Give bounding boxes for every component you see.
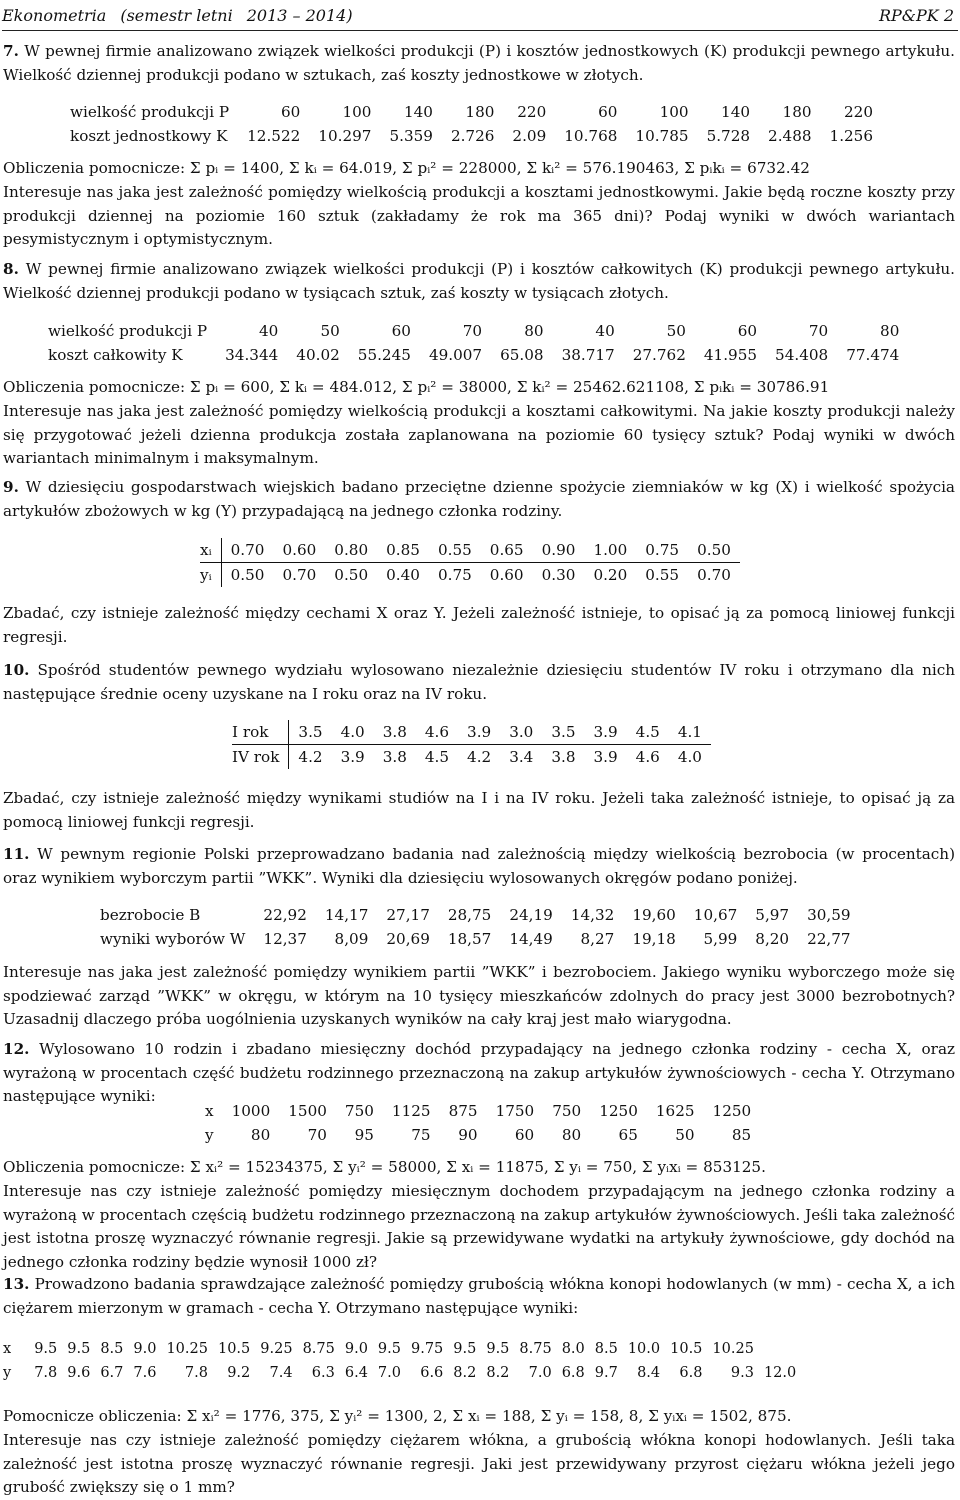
table-cell: 54.408 xyxy=(775,346,829,364)
table-cell: 8,09 xyxy=(334,930,369,948)
table-cell: 8.5 xyxy=(100,1341,124,1357)
table-row xyxy=(100,927,860,951)
table-cell: 180 xyxy=(465,103,495,121)
table-cell: 3.9 xyxy=(340,748,365,766)
table-cell: 20,69 xyxy=(386,930,430,948)
table-cell: 60 xyxy=(391,322,411,340)
table-cell: 0.30 xyxy=(541,566,576,584)
table-cell: 38.717 xyxy=(561,346,615,364)
table-cell: 10.5 xyxy=(217,1341,251,1357)
table-cell: 1125 xyxy=(391,1102,431,1120)
table-cell: 0.90 xyxy=(533,538,585,563)
row-label: wielkość produkcji P xyxy=(70,103,230,121)
table-cell: 2.726 xyxy=(450,127,495,145)
table-row xyxy=(3,1337,801,1361)
table-cell: 0.75 xyxy=(437,566,472,584)
table-cell: 9.25 xyxy=(260,1341,293,1357)
table-cell: 14,49 xyxy=(509,930,553,948)
table-cell: 0.50 xyxy=(334,566,369,584)
row-label: x xyxy=(205,1102,214,1120)
table-cell: 3.9 xyxy=(593,748,618,766)
table-cell: 8.0 xyxy=(561,1341,585,1357)
table-cell: 27,17 xyxy=(386,906,430,924)
table-cell: 8,20 xyxy=(755,930,790,948)
row-label: koszt całkowity K xyxy=(48,346,183,364)
table-cell: 5,97 xyxy=(755,906,790,924)
row-label: wyniki wyborów W xyxy=(100,930,246,948)
table-cell: 55.245 xyxy=(357,346,411,364)
table-cell: 180 xyxy=(782,103,812,121)
table-cell: 12.522 xyxy=(247,127,301,145)
table-cell: 0.70 xyxy=(697,566,731,584)
table-cell: 65.08 xyxy=(500,346,544,364)
problem-13-text xyxy=(3,1273,955,1320)
table-cell: 6.7 xyxy=(100,1365,124,1381)
table-cell: 27.762 xyxy=(632,346,686,364)
table-row xyxy=(100,903,860,927)
problem-statement: Spośród studentów pewnego wydziału wylosowano niezależnie dziesięciu studentów IV roku i otrzymano dla nich następujące średnie oceny uzyskane na I roku oraz na IV roku. xyxy=(3,661,955,703)
problem-11-text xyxy=(3,843,955,890)
table-cell: 220 xyxy=(844,103,874,121)
table-cell: 9.0 xyxy=(133,1341,157,1357)
table-cell: 9.5 xyxy=(67,1341,91,1357)
table-cell: 220 xyxy=(517,103,547,121)
table-cell: 70 xyxy=(808,322,829,340)
problem-12-help: Obliczenia pomocnicze: Σ xᵢ² = 15234375, Σ yᵢ² = 58000, Σ xᵢ = 11875, Σ yᵢ = 750, Σ yᵢxᵢ = 853125. xyxy=(3,1158,766,1176)
table-cell: 80 xyxy=(250,1126,271,1144)
table-cell: 4.2 xyxy=(298,748,323,766)
table-cell: 1250 xyxy=(599,1102,638,1120)
table-cell: 7.0 xyxy=(528,1365,552,1381)
table-row xyxy=(205,1123,760,1147)
problem-statement: Wylosowano 10 rodzin i zbadano miesięczny dochód przypadający na jednego członka rodziny - cecha X, oraz wyrażoną w procentach część budżetu rodzinnego przeznaczoną na zakup artykułów żywnościowych - cecha Y. Otrzymano następujące wyniki: xyxy=(3,1040,955,1105)
problem-statement: W pewnej firmie analizowano związek wielkości produkcji (P) i kosztów jednostkowych (K) produkcji pewnego artykułu. Wielkość dziennej produkcji podano w sztukach, zaś koszty jednostkowe w złotych. xyxy=(3,42,956,84)
table-cell: 0.85 xyxy=(377,538,429,563)
problem-number: 9. xyxy=(3,478,19,496)
table-row xyxy=(3,1361,801,1385)
table-cell: 8.75 xyxy=(519,1341,552,1357)
problem-12-table xyxy=(205,1099,760,1147)
table-row xyxy=(70,100,882,124)
table-row xyxy=(70,124,882,148)
table-cell: 0.20 xyxy=(593,566,628,584)
problem-number: 10. xyxy=(3,661,30,679)
table-cell: 9.75 xyxy=(410,1341,444,1357)
table-cell: 0.70 xyxy=(221,538,273,563)
problem-11-table xyxy=(100,903,860,951)
table-cell: 1500 xyxy=(288,1102,327,1120)
table-cell: 8,27 xyxy=(580,930,615,948)
table-cell: 7.4 xyxy=(269,1365,293,1381)
problem-statement: W pewnej firmie analizowano związek wielkości produkcji (P) i kosztów całkowitych (K) produkcji pewnego artykułu. Wielkość dziennej produkcji podano w tysiącach sztuk, zaś koszty w tysiącach złotych. xyxy=(3,260,956,302)
problem-7-question: Interesuje nas jaka jest zależność pomiędzy wielkością produkcji a kosztami jednostkowymi. Jakie będą roczne koszty przy produkcji dziennej na poziomie 160 sztuk (zakładamy że rok ma 365 dni)? Podaj wyniki w dwóch wariantach pesymistycznym i optymistycznym. xyxy=(3,183,955,248)
table-cell: 7.8 xyxy=(34,1365,58,1381)
table-cell: 4.0 xyxy=(677,748,702,766)
table-cell: 750 xyxy=(344,1102,374,1120)
table-cell: 1625 xyxy=(655,1102,695,1120)
table-cell: 50 xyxy=(666,322,686,340)
table-row xyxy=(232,745,711,770)
table-cell: 0.50 xyxy=(688,538,740,563)
table-cell: 10.5 xyxy=(670,1341,703,1357)
header-years: 2013 – 2014) xyxy=(246,6,353,25)
table-cell: 10.25 xyxy=(712,1341,754,1357)
table-cell: 8.2 xyxy=(486,1365,510,1381)
problem-12-question: Interesuje nas czy istnieje zależność pomiędzy miesięcznym dochodem przypadającym na jednego członka rodziny a wyrażoną w procentach częścią budżetu rodzinnego przeznaczoną na zakup artykułów żywnościowych. Jeśli taka zależność jest istotna proszę wyznaczyć równanie regresji. Jakie są przewidywane wydatki na artykuły żywnościowe, gdy dochód na jednego członka rodziny będzie wynosił 1000 zł? xyxy=(3,1182,955,1271)
row-label: x xyxy=(3,1341,12,1357)
table-cell: 7.6 xyxy=(133,1365,157,1381)
table-cell: 34.344 xyxy=(225,346,279,364)
table-cell: 80 xyxy=(880,322,900,340)
table-cell: 0.40 xyxy=(386,566,420,584)
problem-12-text xyxy=(3,1038,955,1109)
table-cell: 19,60 xyxy=(632,906,676,924)
table-cell: 2.09 xyxy=(512,127,547,145)
table-cell: 22,92 xyxy=(263,906,307,924)
table-cell: 65 xyxy=(618,1126,638,1144)
problem-7-help: Obliczenia pomocnicze: Σ pᵢ = 1400, Σ kᵢ = 64.019, Σ pᵢ² = 228000, Σ kᵢ² = 576.190463, Σ pᵢkᵢ = 6732.42 xyxy=(3,159,810,177)
table-cell: 750 xyxy=(552,1102,582,1120)
table-cell: 60 xyxy=(737,322,758,340)
table-cell: 14,32 xyxy=(570,906,615,924)
table-cell: 0.60 xyxy=(273,538,325,563)
table-cell: 3.9 xyxy=(585,720,627,745)
table-cell: 60 xyxy=(280,103,301,121)
header-code: RP&PK 2 xyxy=(878,6,954,25)
table-cell: 140 xyxy=(403,103,433,121)
table-cell: 3.0 xyxy=(500,720,542,745)
table-cell: 40 xyxy=(258,322,279,340)
problem-number: 12. xyxy=(3,1040,30,1058)
row-label: yᵢ xyxy=(200,563,221,588)
table-cell: 80 xyxy=(524,322,544,340)
table-cell: 40.02 xyxy=(296,346,340,364)
table-cell: 3.8 xyxy=(374,720,416,745)
table-cell: 70 xyxy=(462,322,483,340)
table-cell: 6.8 xyxy=(561,1365,585,1381)
table-cell: 140 xyxy=(721,103,751,121)
problem-statement: W pewnym regionie Polski przeprowadzano badania nad zależnością między wielkością bezrobocia (w procentach) oraz wynikiem wyborczym partii ”WKK”. Wyniki dla dziesięciu wylosowanych okręgów podano poniżej. xyxy=(3,845,955,887)
table-cell: 875 xyxy=(448,1102,478,1120)
header-title: Ekonometria xyxy=(2,6,107,25)
table-cell: 0.50 xyxy=(230,566,265,584)
table-cell: 0.60 xyxy=(489,566,524,584)
table-cell: 1.00 xyxy=(584,538,636,563)
table-cell: 4.6 xyxy=(416,720,458,745)
table-cell: 10.0 xyxy=(627,1341,661,1357)
table-cell: 10.768 xyxy=(564,127,618,145)
table-cell: 8.2 xyxy=(453,1365,477,1381)
row-label: IV rok xyxy=(232,745,289,770)
problem-10-text xyxy=(3,659,955,706)
table-cell: 1.256 xyxy=(829,127,874,145)
table-cell: 8.75 xyxy=(302,1341,335,1357)
table-cell: 7.8 xyxy=(184,1365,208,1381)
table-cell: 30,59 xyxy=(807,906,851,924)
problem-10-question: Zbadać, czy istnieje zależność między wynikami studiów na I i na IV roku. Jeżeli taka zależność istnieje, to opisać ją za pomocą liniowej funkcji regresji. xyxy=(3,789,955,831)
problem-8-question: Interesuje nas jaka jest zależność pomiędzy wielkością produkcji a kosztami całkowitymi. Na jakie koszty produkcji należy się przygotować jeżeli dzienna produkcja została zaplanowana na poziomie 60 tysięcy sztuk? Podaj wyniki w dwóch wariantach minimalnym i maksymalnym. xyxy=(3,402,955,467)
problem-9-text xyxy=(3,476,955,523)
problem-7-table xyxy=(70,100,882,148)
problem-13-table xyxy=(3,1337,801,1385)
table-cell: 49.007 xyxy=(428,346,483,364)
problem-10-table xyxy=(232,720,711,769)
problem-number: 8. xyxy=(3,260,19,278)
table-cell: 9.5 xyxy=(377,1341,401,1357)
table-cell: 100 xyxy=(659,103,689,121)
problem-number: 13. xyxy=(3,1275,30,1293)
table-cell: 10,67 xyxy=(693,906,738,924)
problem-9-table xyxy=(200,538,740,587)
table-cell: 4.5 xyxy=(627,720,669,745)
table-cell: 8.4 xyxy=(637,1365,661,1381)
table-cell: 85 xyxy=(731,1126,752,1144)
table-cell: 95 xyxy=(354,1126,374,1144)
table-cell: 0.75 xyxy=(636,538,688,563)
table-cell: 9.5 xyxy=(453,1341,477,1357)
table-row xyxy=(48,319,908,343)
row-label: xᵢ xyxy=(200,538,221,563)
table-row xyxy=(200,563,740,588)
table-cell: 19,18 xyxy=(632,930,676,948)
table-cell: 9.5 xyxy=(486,1341,510,1357)
problem-number: 7. xyxy=(3,42,19,60)
table-cell: 90 xyxy=(458,1126,478,1144)
table-cell: 6.3 xyxy=(311,1365,335,1381)
table-cell: 1000 xyxy=(231,1102,271,1120)
problem-7-text xyxy=(3,40,955,87)
problem-11-question: Interesuje nas jaka jest zależność pomiędzy wynikiem partii ”WKK” i bezrobociem. Jakiego wyniku wyborczego może się spodziewać zarząd ”WKK” w okręgu, w którym na 10 tysięcy mieszkańców zdolnych do pracy jest 3000 bezrobotnych? Uzasadnij dlaczego próba uogólnienia uzyskanych wyników na cały kraj jest mało wiarygodna. xyxy=(3,963,955,1028)
table-cell: 1750 xyxy=(495,1102,535,1120)
table-cell: 0.55 xyxy=(429,538,481,563)
problem-13-question: Interesuje nas czy istnieje zależność pomiędzy ciężarem włókna, a grubością włókna konopi hodowlanych. Jeśli taka zależność jest istotna proszę wyznaczyć równanie regresji. Jaki jest przewidywany przyrost ciężaru włókna jeżeli jego grubość zwiększy się o 1 mm? xyxy=(3,1431,955,1496)
table-cell: 100 xyxy=(342,103,372,121)
table-cell: 10.785 xyxy=(635,127,689,145)
table-cell: 28,75 xyxy=(447,906,492,924)
table-cell: 10.297 xyxy=(318,127,372,145)
table-cell: 9.7 xyxy=(594,1365,618,1381)
table-cell: 50 xyxy=(320,322,340,340)
table-cell: 9.6 xyxy=(67,1365,91,1381)
table-cell: 12,37 xyxy=(263,930,307,948)
problem-number: 11. xyxy=(3,845,30,863)
table-cell: 4.1 xyxy=(669,720,711,745)
table-cell: 4.5 xyxy=(424,748,450,766)
header-semester: (semestr letni xyxy=(120,6,233,25)
table-cell: 6.8 xyxy=(679,1365,703,1381)
table-cell: 10.25 xyxy=(166,1341,208,1357)
row-label: koszt jednostkowy K xyxy=(70,127,228,145)
table-cell: 9.2 xyxy=(227,1365,251,1381)
table-cell: 6.6 xyxy=(420,1365,444,1381)
table-cell: 40 xyxy=(595,322,615,340)
problem-8-help: Obliczenia pomocnicze: Σ pᵢ = 600, Σ kᵢ = 484.012, Σ pᵢ² = 38000, Σ kᵢ² = 25462.621108, Σ pᵢkᵢ = 30786.91 xyxy=(3,378,830,396)
table-cell: 18,57 xyxy=(447,930,492,948)
table-cell: 9.0 xyxy=(344,1341,368,1357)
header-rule xyxy=(2,30,958,31)
table-cell: 2.488 xyxy=(768,127,812,145)
table-row xyxy=(200,538,740,563)
table-cell: 75 xyxy=(411,1126,431,1144)
table-cell: 0.80 xyxy=(325,538,377,563)
table-cell: 4.2 xyxy=(467,748,492,766)
table-cell: 77.474 xyxy=(846,346,900,364)
table-cell: 60 xyxy=(514,1126,535,1144)
table-cell: 41.955 xyxy=(703,346,758,364)
problem-statement: W dziesięciu gospodarstwach wiejskich badano przeciętne dzienne spożycie ziemniaków w kg (X) i wielkość spożycia artykułów zbożowych w kg (Y) przypadającą na jednego członka rodziny. xyxy=(3,478,955,520)
table-cell: 3.5 xyxy=(542,720,584,745)
problem-13-help: Pomocnicze obliczenia: Σ xᵢ² = 1776, 375, Σ yᵢ² = 1300, 2, Σ xᵢ = 188, Σ yᵢ = 158, 8, Σ yᵢxᵢ = 1502, 875. xyxy=(3,1407,792,1425)
table-cell: 4.0 xyxy=(332,720,374,745)
table-cell: 0.55 xyxy=(645,566,680,584)
table-cell: 5,99 xyxy=(703,930,738,948)
table-cell: 5.728 xyxy=(706,127,751,145)
table-cell: 5.359 xyxy=(389,127,433,145)
table-cell: 70 xyxy=(307,1126,327,1144)
row-label: y xyxy=(205,1126,214,1144)
row-label: I rok xyxy=(232,720,289,745)
table-cell: 0.65 xyxy=(481,538,533,563)
table-cell: 4.6 xyxy=(635,748,660,766)
problem-8-text xyxy=(3,258,955,305)
row-label: y xyxy=(3,1365,12,1381)
page-header xyxy=(2,4,954,28)
table-cell: 3.4 xyxy=(509,748,534,766)
table-cell: 3.9 xyxy=(458,720,500,745)
table-cell: 80 xyxy=(561,1126,582,1144)
row-label: bezrobocie B xyxy=(100,906,201,924)
table-cell: 3.8 xyxy=(551,748,576,766)
table-cell: 14,17 xyxy=(324,906,369,924)
table-cell: 0.70 xyxy=(282,566,317,584)
row-label: wielkość produkcji P xyxy=(48,322,208,340)
table-cell: 1250 xyxy=(712,1102,752,1120)
table-row xyxy=(205,1099,760,1123)
table-cell: 9.5 xyxy=(34,1341,58,1357)
problem-9-question: Zbadać, czy istnieje zależność między cechami X oraz Y. Jeżeli zależność istnieje, to opisać ją za pomocą liniowej funkcji regresji. xyxy=(3,604,955,646)
problem-8-table xyxy=(48,319,908,367)
table-cell: 12.0 xyxy=(763,1365,797,1381)
table-cell: 3.5 xyxy=(289,720,332,745)
problem-statement: Prowadzono badania sprawdzające zależność pomiędzy grubością włókna konopi hodowlanych (w mm) - cecha X, a ich ciężarem mierzonym w gramach - cecha Y. Otrzymano następujące wyniki: xyxy=(3,1275,956,1317)
table-cell: 3.8 xyxy=(382,748,407,766)
table-cell: 50 xyxy=(675,1126,695,1144)
table-cell: 9.3 xyxy=(730,1365,754,1381)
table-row xyxy=(48,343,908,367)
table-row xyxy=(232,720,711,745)
table-cell: 24,19 xyxy=(509,906,553,924)
table-cell: 7.0 xyxy=(377,1365,401,1381)
table-cell: 22,77 xyxy=(807,930,851,948)
table-cell: 8.5 xyxy=(594,1341,618,1357)
table-cell: 60 xyxy=(598,103,618,121)
table-cell: 6.4 xyxy=(344,1365,368,1381)
